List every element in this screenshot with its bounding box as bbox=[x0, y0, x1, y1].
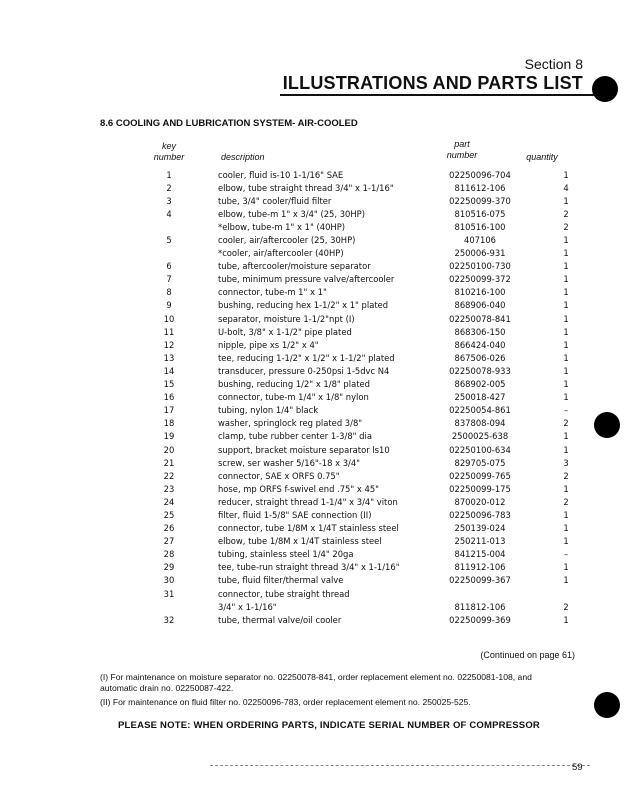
part-key-number: 19 bbox=[163, 431, 175, 442]
part-key-number: 21 bbox=[163, 457, 175, 468]
table-row bbox=[150, 456, 602, 469]
part-number: 810216-100 bbox=[454, 287, 506, 298]
part-key-number: 11 bbox=[163, 326, 175, 337]
part-quantity: 1 bbox=[563, 352, 569, 363]
column-header-part bbox=[412, 139, 512, 161]
part-quantity: 1 bbox=[563, 562, 569, 573]
table-row bbox=[150, 312, 602, 325]
part-quantity: 2 bbox=[563, 208, 569, 219]
part-number: 02250096-783 bbox=[449, 509, 511, 520]
part-description: connector, tube 1/8M x 1/4T stainless steel bbox=[218, 523, 399, 534]
part-description: elbow, tube 1/8M x 1/4T stainless steel bbox=[218, 536, 382, 547]
part-description: bushing, reducing 1/2" x 1/8" plated bbox=[218, 379, 370, 390]
footnote-2-text: For maintenance on fluid filter no. 02250096-783, order replacement element no. 250025-525. bbox=[112, 697, 471, 707]
part-description: bushing, reducing hex 1-1/2" x 1" plated bbox=[218, 300, 389, 311]
part-quantity: 1 bbox=[563, 169, 569, 180]
parts-table bbox=[150, 168, 602, 626]
part-key-number: 25 bbox=[163, 509, 175, 520]
part-number: 02250099-367 bbox=[449, 575, 511, 586]
part-quantity: 4 bbox=[563, 182, 569, 193]
part-key-number: 18 bbox=[163, 418, 175, 429]
table-row bbox=[150, 430, 602, 443]
part-description: reducer, straight thread 1-1/4" x 3/4" viton bbox=[218, 496, 398, 507]
part-description: support, bracket moisture separator ls10 bbox=[218, 444, 390, 455]
table-row bbox=[150, 469, 602, 482]
part-description: tubing, nylon 1/4" black bbox=[218, 405, 319, 416]
column-header-part-line1: part bbox=[454, 139, 470, 149]
part-number: 811812-106 bbox=[454, 601, 506, 612]
part-number: 250006-931 bbox=[454, 248, 506, 259]
part-key-number: 20 bbox=[163, 444, 175, 455]
part-number: 02250099-370 bbox=[449, 195, 511, 206]
part-quantity: 1 bbox=[563, 379, 569, 390]
binder-hole-bottom bbox=[594, 692, 620, 718]
page-number: 59 bbox=[572, 762, 583, 773]
part-key-number: 5 bbox=[166, 235, 172, 246]
part-number: 811912-106 bbox=[454, 562, 506, 573]
footnote-1 bbox=[100, 672, 570, 694]
part-key-number: 28 bbox=[163, 549, 175, 560]
part-number: 02250054-861 bbox=[449, 405, 511, 416]
title-rule bbox=[280, 94, 605, 96]
footer-dashes bbox=[210, 765, 590, 766]
part-number: 02250099-372 bbox=[449, 274, 511, 285]
part-quantity: 1 bbox=[563, 536, 569, 547]
table-row bbox=[150, 495, 602, 508]
part-quantity: 1 bbox=[563, 523, 569, 534]
table-row bbox=[150, 548, 602, 561]
part-key-number: 1 bbox=[166, 169, 172, 180]
part-number: 829705-075 bbox=[454, 457, 506, 468]
part-quantity: – bbox=[563, 405, 569, 416]
part-quantity: 1 bbox=[563, 444, 569, 455]
part-number: 810516-100 bbox=[454, 221, 506, 232]
table-row bbox=[150, 404, 602, 417]
please-note: PLEASE NOTE: WHEN ORDERING PARTS, INDICATE SERIAL NUMBER OF COMPRESSOR bbox=[118, 720, 540, 731]
table-row bbox=[150, 299, 602, 312]
table-row bbox=[150, 351, 602, 364]
part-number: 02250099-369 bbox=[449, 614, 511, 625]
footnote-2 bbox=[100, 697, 570, 708]
subsection-heading: 8.6 COOLING AND LUBRICATION SYSTEM- AIR-COOLED bbox=[100, 118, 358, 129]
part-number: 866424-040 bbox=[454, 339, 506, 350]
table-row bbox=[150, 600, 602, 613]
part-description: tube, thermal valve/oil cooler bbox=[218, 614, 342, 625]
part-description: cooler, air/aftercooler (25, 30HP) bbox=[218, 235, 356, 246]
table-row bbox=[150, 535, 602, 548]
part-quantity: 2 bbox=[563, 221, 569, 232]
binder-hole-top bbox=[592, 76, 618, 102]
part-description: tube, minimum pressure valve/aftercooler bbox=[218, 274, 395, 285]
table-row bbox=[150, 168, 602, 181]
part-quantity bbox=[530, 587, 602, 600]
table-row bbox=[150, 286, 602, 299]
part-quantity: 1 bbox=[563, 195, 569, 206]
table-row bbox=[150, 233, 602, 246]
part-number: 407106 bbox=[464, 235, 496, 246]
part-description: *cooler, air/aftercooler (40HP) bbox=[218, 248, 344, 259]
table-row bbox=[150, 574, 602, 587]
column-header-key bbox=[150, 141, 188, 163]
part-description: screw, ser washer 5/16"-18 x 3/4" bbox=[218, 457, 361, 468]
part-number: 02250099-175 bbox=[449, 483, 511, 494]
part-quantity: 1 bbox=[563, 248, 569, 259]
part-key-number: 14 bbox=[163, 365, 175, 376]
part-number: 867506-026 bbox=[454, 352, 506, 363]
table-row bbox=[150, 508, 602, 521]
part-quantity: 1 bbox=[563, 313, 569, 324]
part-key-number: 26 bbox=[163, 523, 175, 534]
table-row bbox=[150, 207, 602, 220]
part-key-number: 31 bbox=[163, 588, 175, 599]
part-description: *elbow, tube-m 1" x 1" (40HP) bbox=[218, 221, 346, 232]
part-description: washer, springlock reg plated 3/8" bbox=[218, 418, 363, 429]
part-number: 810516-075 bbox=[454, 208, 506, 219]
part-description: connector, SAE x ORFS 0.75" bbox=[218, 470, 340, 481]
part-number: 841215-004 bbox=[454, 549, 506, 560]
table-row bbox=[150, 273, 602, 286]
part-key-number: 29 bbox=[163, 562, 175, 573]
page-title: ILLUSTRATIONS AND PARTS LIST bbox=[282, 73, 583, 93]
table-row bbox=[150, 194, 602, 207]
part-description: elbow, tube-m 1" x 3/4" (25, 30HP) bbox=[218, 208, 365, 219]
part-key-number: 6 bbox=[166, 261, 172, 272]
part-key-number: 8 bbox=[166, 287, 172, 298]
part-number: 870020-012 bbox=[454, 496, 506, 507]
part-description: tee, reducing 1-1/2" x 1/2" x 1-1/2" plated bbox=[218, 352, 395, 363]
part-key-number: 3 bbox=[166, 195, 172, 206]
part-quantity: 3 bbox=[563, 457, 569, 468]
part-description: tube, aftercooler/moisture separator bbox=[218, 261, 371, 272]
part-quantity: 2 bbox=[563, 601, 569, 612]
part-quantity: – bbox=[563, 549, 569, 560]
part-description: 3/4" x 1-1/16" bbox=[218, 601, 277, 612]
part-number: 868306-150 bbox=[454, 326, 506, 337]
part-description: elbow, tube straight thread 3/4" x 1-1/16" bbox=[218, 182, 394, 193]
part-key-number: 24 bbox=[163, 496, 175, 507]
part-key-number: 10 bbox=[163, 313, 175, 324]
table-row bbox=[150, 613, 602, 626]
part-number: 02250099-765 bbox=[449, 470, 511, 481]
part-description: nipple, pipe xs 1/2" x 4" bbox=[218, 339, 319, 350]
table-row bbox=[150, 522, 602, 535]
part-key-number bbox=[150, 247, 188, 260]
part-quantity: 2 bbox=[563, 470, 569, 481]
part-key-number: 32 bbox=[163, 614, 175, 625]
footnote-1-mark: (I) bbox=[100, 672, 109, 682]
part-number: 868902-005 bbox=[454, 379, 506, 390]
table-row bbox=[150, 561, 602, 574]
table-row bbox=[150, 325, 602, 338]
part-quantity: 1 bbox=[563, 575, 569, 586]
part-number: 2500025-638 bbox=[451, 431, 509, 442]
table-row bbox=[150, 181, 602, 194]
part-quantity: 1 bbox=[563, 274, 569, 285]
part-description: filter, fluid 1-5/8" SAE connection (II) bbox=[218, 509, 372, 520]
part-description: tube, 3/4" cooler/fluid filter bbox=[218, 195, 332, 206]
continued-note: (Continued on page 61) bbox=[480, 650, 575, 660]
table-row bbox=[150, 378, 602, 391]
part-description: clamp, tube rubber center 1-3/8" dia bbox=[218, 431, 372, 442]
part-key-number: 17 bbox=[163, 405, 175, 416]
column-header-key-line1: key bbox=[161, 141, 176, 151]
parts-table-body bbox=[150, 168, 602, 626]
part-number: 250018-427 bbox=[454, 392, 506, 403]
part-description: separator, moisture 1-1/2"npt (I) bbox=[218, 313, 355, 324]
part-description: tee, tube-run straight thread 3/4" x 1-1/16" bbox=[218, 562, 400, 573]
table-row bbox=[150, 587, 602, 600]
part-key-number: 12 bbox=[163, 339, 175, 350]
part-description: connector, tube-m 1" x 1" bbox=[218, 287, 327, 298]
part-number: 02250096-704 bbox=[449, 169, 511, 180]
column-header-key-line2: number bbox=[153, 152, 185, 162]
part-key-number: 2 bbox=[166, 182, 172, 193]
part-quantity: 1 bbox=[563, 483, 569, 494]
part-key-number: 7 bbox=[166, 274, 172, 285]
part-quantity: 2 bbox=[563, 496, 569, 507]
part-number: 250139-024 bbox=[454, 523, 506, 534]
part-key-number: 16 bbox=[163, 392, 175, 403]
part-quantity: 1 bbox=[563, 300, 569, 311]
part-quantity: 2 bbox=[563, 418, 569, 429]
part-number: 02250100-634 bbox=[449, 444, 511, 455]
table-row bbox=[150, 417, 602, 430]
part-quantity: 1 bbox=[563, 326, 569, 337]
part-key-number: 22 bbox=[163, 470, 175, 481]
part-key-number: 4 bbox=[166, 208, 172, 219]
part-quantity: 1 bbox=[563, 287, 569, 298]
part-quantity: 1 bbox=[563, 509, 569, 520]
part-number: 868906-040 bbox=[454, 300, 506, 311]
table-row bbox=[150, 364, 602, 377]
part-quantity: 1 bbox=[563, 235, 569, 246]
part-number: 250211-013 bbox=[454, 536, 506, 547]
part-quantity: 1 bbox=[563, 261, 569, 272]
part-quantity: 1 bbox=[563, 614, 569, 625]
column-header-part-line2: number bbox=[446, 150, 478, 160]
part-quantity: 1 bbox=[563, 339, 569, 350]
footnote-2-mark: (II) bbox=[100, 697, 111, 707]
part-key-number: 9 bbox=[166, 300, 172, 311]
part-description: tube, fluid filter/thermal valve bbox=[218, 575, 344, 586]
table-row bbox=[150, 443, 602, 456]
part-quantity: 1 bbox=[563, 431, 569, 442]
part-description: connector, tube-m 1/4" x 1/8" nylon bbox=[218, 392, 369, 403]
part-number: 02250078-933 bbox=[449, 365, 511, 376]
part-key-number: 23 bbox=[163, 483, 175, 494]
part-key-number: 15 bbox=[163, 379, 175, 390]
table-row bbox=[150, 482, 602, 495]
part-number bbox=[430, 587, 530, 600]
part-number: 837808-094 bbox=[454, 418, 506, 429]
part-number: 811612-106 bbox=[454, 182, 506, 193]
part-key-number: 30 bbox=[163, 575, 175, 586]
part-key-number: 13 bbox=[163, 352, 175, 363]
part-key-number bbox=[150, 600, 188, 613]
part-description: transducer, pressure 0-250psi 1-5dvc N4 bbox=[218, 365, 390, 376]
part-description: tubing, stainless steel 1/4" 20ga bbox=[218, 549, 354, 560]
table-row bbox=[150, 260, 602, 273]
footnote-1-text: For maintenance on moisture separator no. 02250078-841, order replacement element no. 02250081-108, and automatic drain no. 02250087-422. bbox=[100, 672, 532, 693]
column-header-quantity: quantity bbox=[526, 152, 558, 162]
table-row bbox=[150, 391, 602, 404]
column-header-description: description bbox=[221, 152, 265, 162]
part-quantity: 1 bbox=[563, 365, 569, 376]
part-key-number: 27 bbox=[163, 536, 175, 547]
table-row bbox=[150, 247, 602, 260]
part-number: 02250078-841 bbox=[449, 313, 511, 324]
part-key-number bbox=[150, 220, 188, 233]
part-description: hose, mp ORFS f-swivel end .75" x 45" bbox=[218, 483, 380, 494]
part-description: cooler, fluid is-10 1-1/16" SAE bbox=[218, 169, 344, 180]
part-description: U-bolt, 3/8" x 1-1/2" pipe plated bbox=[218, 326, 352, 337]
table-row bbox=[150, 220, 602, 233]
part-quantity: 1 bbox=[563, 392, 569, 403]
part-description: connector, tube straight thread bbox=[218, 588, 350, 599]
table-row bbox=[150, 338, 602, 351]
section-label: Section 8 bbox=[524, 56, 583, 72]
part-number: 02250100-730 bbox=[449, 261, 511, 272]
